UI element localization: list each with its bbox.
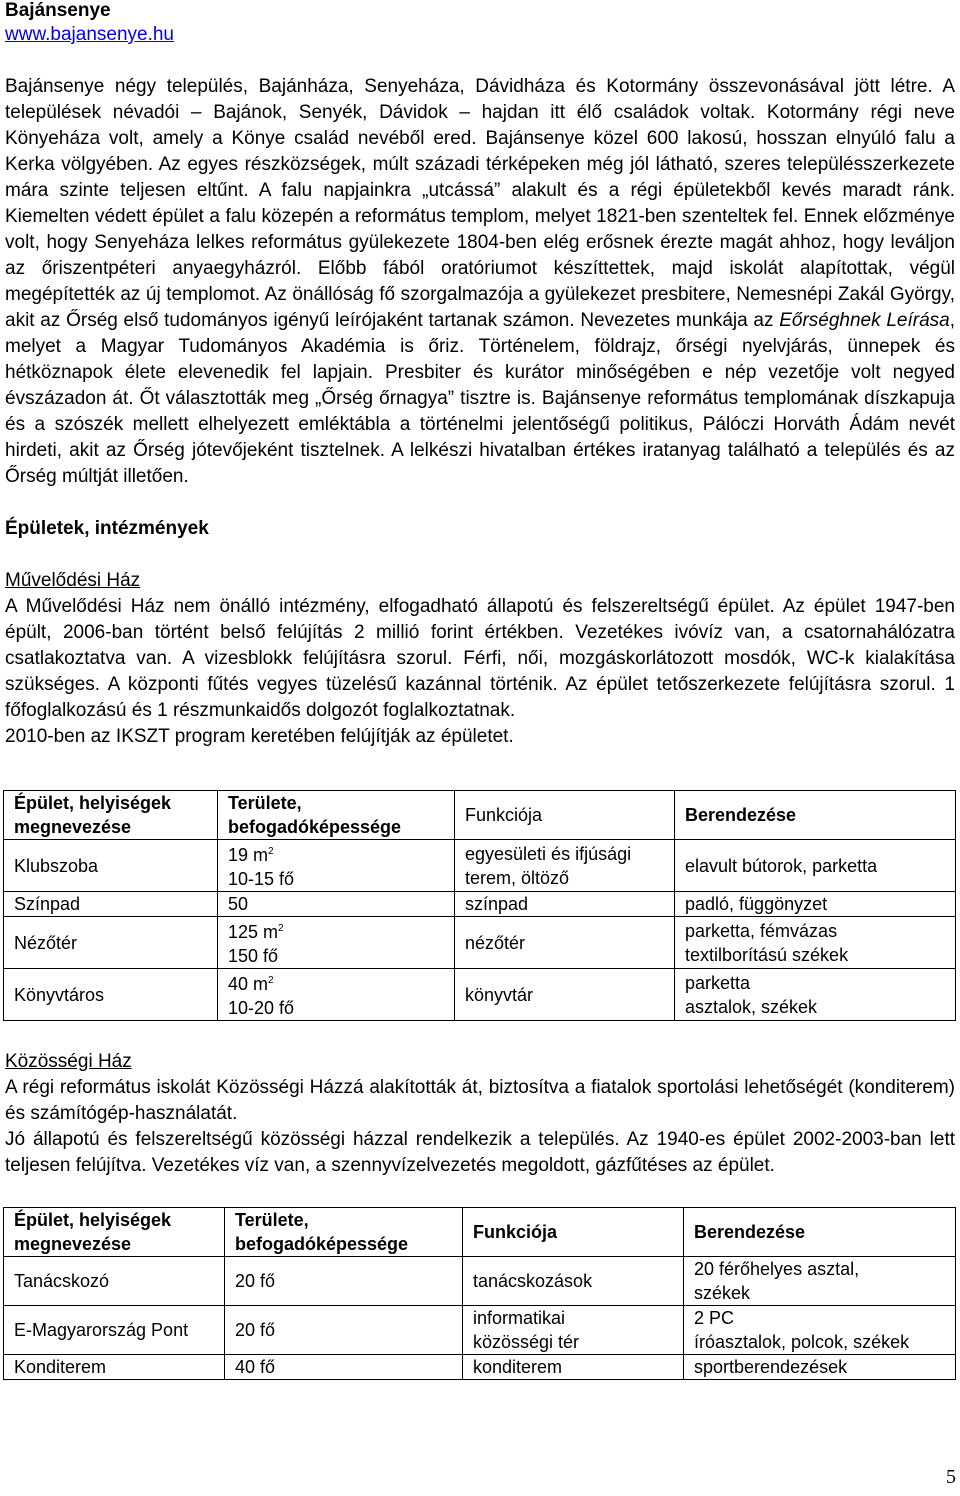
header-cell: Berendezése	[684, 1208, 956, 1257]
muvelodesi-paragraph-2: 2010-ben az IKSZT program keretében felújítják az épületet.	[5, 726, 514, 747]
cell-name: Nézőtér	[4, 917, 218, 969]
cell-equipment: parketta, fémvázas textilborítású székek	[675, 917, 956, 969]
cell-area: 40 $m^2$ 10-20 fő	[218, 969, 455, 1021]
website-link[interactable]: www.bajansenye.hu	[5, 24, 174, 45]
cell-equipment: sportberendezések	[684, 1355, 956, 1380]
page-title: Bajánsenye	[5, 0, 111, 21]
cell-capacity: 20 fő	[225, 1257, 463, 1306]
muvelodesi-table	[3, 790, 956, 1021]
book-title: Eőrséghnek Leírása	[779, 310, 950, 331]
cell-area: 125 $m^2$ 150 fő	[218, 917, 455, 969]
cell-name: E-Magyarország Pont	[4, 1306, 225, 1355]
cell-equipment: 20 férőhelyes asztal, székek	[684, 1257, 956, 1306]
header-cell: Területe, befogadóképessége	[225, 1208, 463, 1257]
cell-area: 50	[218, 892, 455, 917]
document-page	[5, 0, 955, 1380]
header-cell: Funkciója	[463, 1208, 684, 1257]
cell-capacity: 40 fő	[225, 1355, 463, 1380]
cell-name: Színpad	[4, 892, 218, 917]
cell-capacity: 20 fő	[225, 1306, 463, 1355]
cell-function: tanácskozások	[463, 1257, 684, 1306]
cell-function: könyvtár	[455, 969, 675, 1021]
intro-text-rest: , melyet a Magyar Tudományos Akadémia is őriz. Történelem, földrajz, őrségi nyelvjárás, ünnepek és hétköznapok élete elevenedik fel lapjain. Presbiter és kurátor minőségében e nép vezetője volt negyed évszázadon át. Őt választották meg „Őrség őrnagya” tisztre is. Bajánsenye református templomának díszkapuja és a szószék mellett elhelyezett emléktábla a történelmi jelentőségű politikus, Pálóczi Horváth Ádám nevét hirdeti, akit az Őrség jótevőjeként tisztelnek. A lelkészi hivatalban értékes iratanyag található a település és az Őrség múltját illetően.	[5, 310, 956, 487]
cell-function: informatikai közösségi tér	[463, 1306, 684, 1355]
table-row	[4, 969, 956, 1021]
cell-name: Könyvtáros	[4, 969, 218, 1021]
cell-function: színpad	[455, 892, 675, 917]
kozossegi-paragraph-2: Jó állapotú és felszereltségű közösségi házzal rendelkezik a település. Az 1940-es épület 2002-2003-ban lett teljesen felújítva. Vezetékes víz van, a szennyvízelvezetés megoldott, gázfűtéses az épület.	[5, 1129, 955, 1176]
header-cell: Épület, helyiségek megnevezése	[4, 1208, 225, 1257]
table-row	[4, 917, 956, 969]
cell-equipment: padló, függönyzet	[675, 892, 956, 917]
cell-name: Tanácskozó	[4, 1257, 225, 1306]
muvelodesi-paragraph: A Művelődési Ház nem önálló intézmény, elfogadható állapotú és felszereltségű épület. Az épület 1947-ben épült, 2006-ban történt belső felújítás 2 millió forint értékben. Vezetékes ivóvíz van, a csatornahálózatra csatlakoztatva van. A vizesblokk felújításra szorul. Férfi, női, mozgáskorlátozott mosdók, WC-k kialakítása szükséges. A központi fűtés vegyes tüzelésű kazánnal történik. Az épület tetőszerkezete felújításra szorul. 1 főfoglalkozású és 1 részmunkaidős dolgozót foglalkoztatnak.	[5, 596, 955, 721]
table-header-row	[4, 1208, 956, 1257]
cell-function: konditerem	[463, 1355, 684, 1380]
kozossegi-table	[3, 1207, 956, 1380]
cell-function: egyesületi és ifjúsági terem, öltöző	[455, 840, 675, 892]
kozossegi-paragraph: A régi református iskolát Közösségi Házzá alakították át, biztosítva a fiatalok sportolási lehetőségét (konditerem) és számítógép-használatát.	[5, 1077, 955, 1124]
muvelodesi-heading: Művelődési Ház	[5, 570, 141, 591]
table-row	[4, 1257, 956, 1306]
cell-equipment: elavult bútorok, parketta	[675, 840, 956, 892]
intro-text: Bajánsenye négy település, Bajánháza, Senyeháza, Dávidháza és Kotormány összevonásával jött létre. A települések névadói – Bajánok, Senyék, Dávidok – hajdan itt élő családok voltak. Kotormány régi neve Könyeháza volt, amely a Könye család nevéből ered. Bajánsenye közel 600 lakosú, hosszan elnyúló falu a Kerka völgyében. Az egyes részközségek, múlt századi térképeken még jól látható, szeres településszerkezete mára szinte teljesen eltűnt. A falu napjainkra „utcássá” alakult és a régi épületekből kevés maradt ránk. Kiemelten védett épület a falu közepén a református templom, melyet 1821-ben szenteltek fel. Ennek előzménye volt, hogy Senyeháza lelkes református gyülekezete 1804-ben elég erősnek érezte magát ahhoz, hogy leváljon az őriszentpéteri anyaegyházról. Előbb fából oratóriumot készíttettek, majd iskolát alapítottak, végül megépítették az új templomot. Az önállóság fő szorgalmazója a gyülekezet presbitere, Nemesnépi Zakál György, akit az Őrség első tudományos igényű leírójaként tartanak számon. Nevezetes munkája az	[5, 76, 955, 331]
section-heading: Épületek, intézmények	[5, 518, 209, 539]
page-number: 5	[946, 1466, 956, 1488]
cell-area: 19 $m^2$ 10-15 fő	[218, 840, 455, 892]
cell-name: Klubszoba	[4, 840, 218, 892]
header-cell: Területe, befogadóképessége	[218, 791, 455, 840]
header-cell: Épület, helyiségek megnevezése	[4, 791, 218, 840]
cell-equipment: 2 PC íróasztalok, polcok, székek	[684, 1306, 956, 1355]
cell-function: nézőtér	[455, 917, 675, 969]
cell-equipment: parketta asztalok, székek	[675, 969, 956, 1021]
intro-paragraph	[5, 74, 955, 490]
table-row	[4, 892, 956, 917]
cell-name: Konditerem	[4, 1355, 225, 1380]
header-cell: Funkciója	[455, 791, 675, 840]
table-row	[4, 1306, 956, 1355]
header-cell: Berendezése	[675, 791, 956, 840]
kozossegi-heading: Közösségi Ház	[5, 1051, 132, 1072]
table-row	[4, 1355, 956, 1380]
table-row	[4, 840, 956, 892]
table-header-row	[4, 791, 956, 840]
